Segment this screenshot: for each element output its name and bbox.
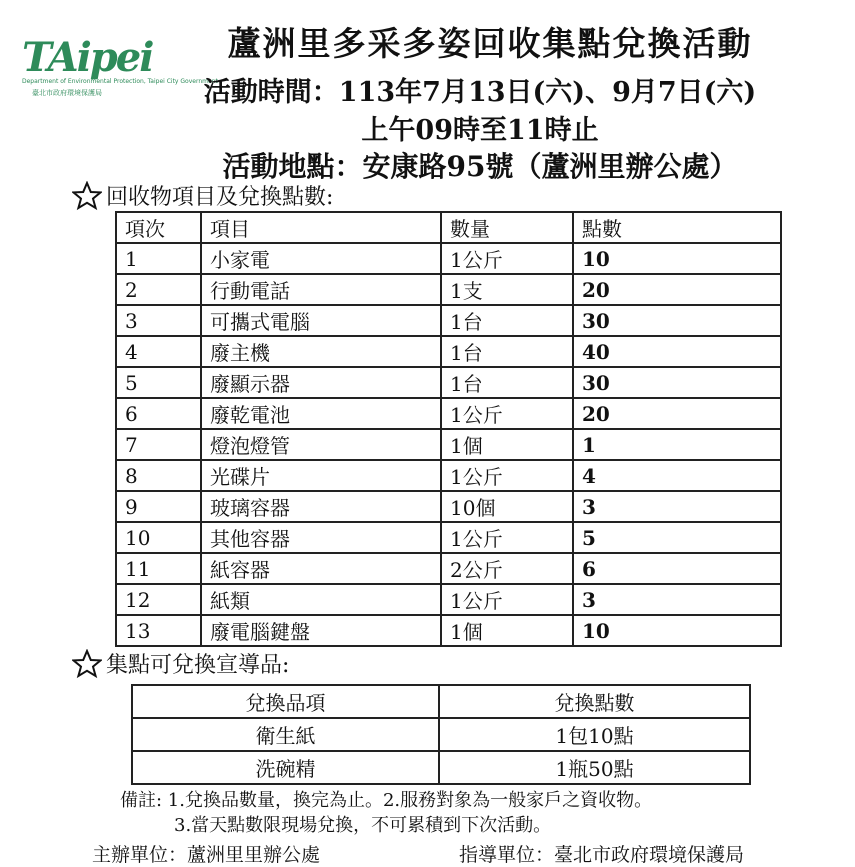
table-cell: 11	[116, 553, 201, 584]
table-cell: 10個	[441, 491, 573, 522]
recycle-heading-text: 回收物項目及兌換點數:	[106, 185, 334, 210]
table-cell: 10	[116, 522, 201, 553]
event-location: 活動地點：安康路95號（蘆洲里辦公處）	[222, 150, 738, 183]
logo-english-text: Department of Environmental Protection, Taipei City Government	[22, 78, 218, 85]
table-cell: 3	[116, 305, 201, 336]
table-cell: 廢顯示器	[201, 367, 441, 398]
taipei-logo	[22, 28, 218, 98]
exchange-section-heading	[72, 648, 289, 679]
table-row	[116, 336, 781, 367]
table-row	[116, 243, 781, 274]
table-cell: 12	[116, 584, 201, 615]
table-cell: 1公斤	[441, 398, 573, 429]
table-row	[116, 398, 781, 429]
table-cell: 1台	[441, 305, 573, 336]
table-row	[116, 553, 781, 584]
table-cell: 燈泡燈管	[201, 429, 441, 460]
table-row	[132, 751, 750, 784]
column-header: 項次	[116, 212, 201, 243]
table-cell: 1公斤	[441, 460, 573, 491]
host-organizer: 主辦單位：蘆洲里里辦公處	[92, 844, 321, 866]
table-cell: 1支	[441, 274, 573, 305]
column-header: 點數	[573, 212, 781, 243]
table-cell: 洗碗精	[132, 751, 439, 784]
exchange-table	[131, 684, 751, 785]
table-row	[116, 429, 781, 460]
table-cell: 1台	[441, 336, 573, 367]
table-row	[116, 491, 781, 522]
table-cell: 行動電話	[201, 274, 441, 305]
event-date: 活動時間：113年7月13日(六)、9月7日(六)	[203, 77, 757, 108]
table-row	[132, 718, 750, 751]
table-cell: 1公斤	[441, 522, 573, 553]
table-cell: 可攜式電腦	[201, 305, 441, 336]
table-cell: 1	[116, 243, 201, 274]
table-row	[116, 615, 781, 646]
table-cell: 5	[116, 367, 201, 398]
column-header: 兌換點數	[439, 685, 750, 718]
table-cell: 其他容器	[201, 522, 441, 553]
table-cell: 1	[573, 429, 781, 460]
table-row	[116, 460, 781, 491]
table-cell: 1台	[441, 367, 573, 398]
table-cell: 1瓶50點	[439, 751, 750, 784]
table-cell: 20	[573, 398, 781, 429]
table-cell: 3	[573, 584, 781, 615]
table-cell: 廢乾電池	[201, 398, 441, 429]
table-cell: 2公斤	[441, 553, 573, 584]
table-cell: 2	[116, 274, 201, 305]
table-cell: 4	[116, 336, 201, 367]
table-cell: 紙容器	[201, 553, 441, 584]
table-row	[116, 367, 781, 398]
table-cell: 7	[116, 429, 201, 460]
guiding-organizer: 指導單位：臺北市政府環境保護局	[459, 844, 745, 866]
table-cell: 9	[116, 491, 201, 522]
table-header-row	[132, 685, 750, 718]
table-cell: 10	[573, 243, 781, 274]
table-cell: 40	[573, 336, 781, 367]
table-cell: 1公斤	[441, 243, 573, 274]
logo-agency-text: 臺北市政府環境保護局	[32, 89, 102, 97]
table-cell: 玻璃容器	[201, 491, 441, 522]
table-cell: 光碟片	[201, 460, 441, 491]
table-cell: 30	[573, 367, 781, 398]
table-cell: 1公斤	[441, 584, 573, 615]
table-cell: 20	[573, 274, 781, 305]
exchange-heading-text: 集點可兌換宣導品:	[106, 653, 290, 678]
event-hours: 上午09時至11時止	[361, 115, 599, 146]
note-line-2: 3.當天點數限現場兌換，不可累積到下次活動。	[174, 815, 552, 836]
star-outline-icon	[72, 181, 102, 211]
table-cell: 1個	[441, 615, 573, 646]
table-cell: 1包10點	[439, 718, 750, 751]
table-cell: 衛生紙	[132, 718, 439, 751]
table-cell: 8	[116, 460, 201, 491]
recycle-table	[115, 211, 782, 647]
table-cell: 小家電	[201, 243, 441, 274]
table-row	[116, 274, 781, 305]
table-cell: 6	[116, 398, 201, 429]
column-header: 數量	[441, 212, 573, 243]
page-title: 蘆洲里多采多姿回收集點兌換活動	[227, 24, 753, 63]
recycle-section-heading	[72, 180, 333, 211]
table-header-row	[116, 212, 781, 243]
table-row	[116, 305, 781, 336]
table-cell: 6	[573, 553, 781, 584]
column-header: 項目	[201, 212, 441, 243]
table-cell: 13	[116, 615, 201, 646]
table-cell: 5	[573, 522, 781, 553]
column-header: 兌換品項	[132, 685, 439, 718]
table-row	[116, 584, 781, 615]
star-outline-icon	[72, 649, 102, 679]
table-cell: 30	[573, 305, 781, 336]
table-row	[116, 522, 781, 553]
table-cell: 紙類	[201, 584, 441, 615]
table-cell: 1個	[441, 429, 573, 460]
table-cell: 10	[573, 615, 781, 646]
note-line-1: 備註: 1.兌換品數量，換完為止。2.服務對象為一般家戶之資收物。	[120, 790, 653, 811]
logo-wordmark: TAipei	[22, 34, 153, 81]
table-cell: 4	[573, 460, 781, 491]
table-cell: 廢主機	[201, 336, 441, 367]
table-cell: 3	[573, 491, 781, 522]
table-cell: 廢電腦鍵盤	[201, 615, 441, 646]
